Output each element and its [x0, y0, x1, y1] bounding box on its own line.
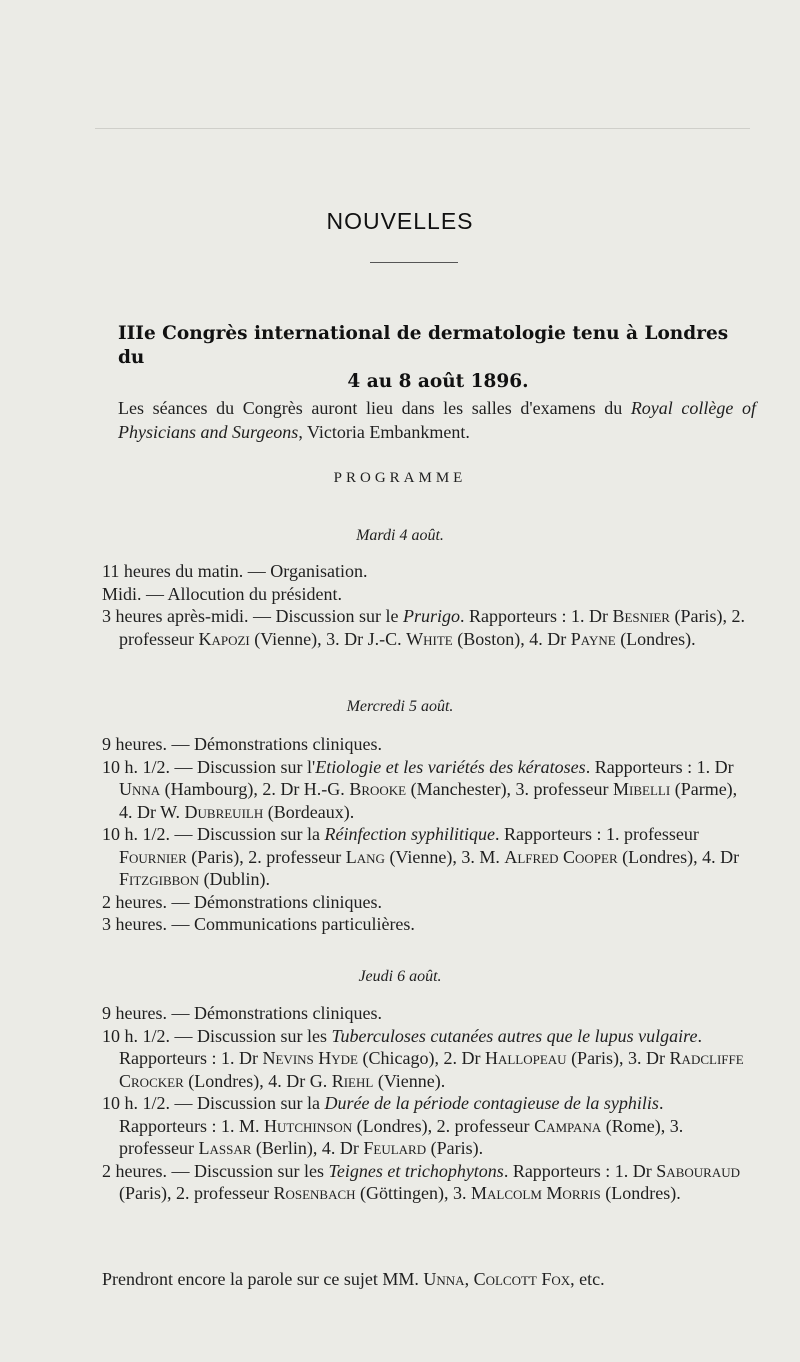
text-run: Prendront encore la parole sur ce sujet MM. [102, 1269, 424, 1289]
text-run: 3 heures après-midi. — Discussion sur le [102, 606, 403, 626]
text-run: (Berlin), 4. Dr [251, 1138, 364, 1158]
day-label-1: Mardi 4 août. [356, 527, 444, 544]
text-run: Brooke [349, 779, 407, 799]
text-run: Unna [119, 779, 161, 799]
programme-item [102, 823, 752, 891]
text-run: White [406, 628, 453, 649]
text-run: 10 h. 1/2. — Discussion sur la [102, 1093, 325, 1113]
text-run: (Vienne). [373, 1070, 446, 1091]
text-run: 9 heures. — Démonstrations cliniques. [102, 1003, 382, 1023]
text-run: (Chicago), 2. Dr [357, 1048, 485, 1068]
day-3-items [102, 1002, 752, 1205]
text-run: . Rapporteurs : 1. Dr [503, 1160, 657, 1181]
text-run: Prurigo [402, 606, 460, 626]
programme-item [102, 733, 752, 756]
text-run: (Londres). [615, 628, 696, 649]
text-run: . Rapporteurs : 1. M. [119, 1093, 664, 1136]
programme-item [102, 913, 752, 936]
intro-text: Les séances du Congrès auront lieu dans les salles d'examens du [118, 398, 631, 418]
text-run: Lassar [198, 1138, 252, 1158]
text-run: (Paris). [426, 1138, 484, 1158]
text-run: (Londres), 4. Dr G. [183, 1070, 332, 1091]
text-run: Fitzgibbon [119, 869, 200, 889]
day-2-items [102, 733, 752, 936]
heading-line-2: 4 au 8 août 1896. [347, 371, 529, 392]
text-run: Radcliffe Crocker [119, 1048, 744, 1091]
intro-paragraph [118, 396, 756, 444]
text-run: Campana [534, 1115, 602, 1136]
programme-title: PROGRAMME [333, 470, 467, 486]
text-run: (Bordeaux). [263, 801, 355, 822]
text-run: (Londres), 4. Dr [617, 846, 740, 867]
closing-paragraph [102, 1269, 752, 1290]
text-run: Teignes et trichophytons [328, 1160, 504, 1181]
day-label-2: Mercredi 5 août. [346, 698, 454, 715]
text-run: (Vienne), 3. Dr J.-C. [249, 628, 407, 649]
text-run: Payne [570, 628, 616, 649]
text-run: (Boston), 4. Dr [452, 628, 571, 649]
text-run: Hutchinson [263, 1115, 353, 1136]
text-run: 10 h. 1/2. — Discussion sur les [102, 1025, 332, 1046]
text-run: 9 heures. — Démonstrations cliniques. [102, 734, 382, 754]
text-run: Nevins Hyde [262, 1048, 358, 1068]
text-run: (Göttingen), 3. [355, 1183, 472, 1203]
text-run: (Paris), 2. professeur [119, 1183, 274, 1203]
day-1-items [102, 560, 752, 650]
heading-line-1: IIIe Congrès international de dermatologie tenu à Londres du [118, 323, 729, 368]
text-run: . Rapporteurs : 1. professeur [494, 824, 699, 844]
intro-text-end: , Victoria Embankment. [298, 422, 470, 442]
text-run: 2 heures. — Discussion sur les [102, 1160, 329, 1181]
text-run: 10 h. 1/2. — Discussion sur l' [102, 756, 316, 777]
intro-venue: Royal collège of Physicians and Surgeons [118, 398, 756, 442]
text-run: Mibelli [613, 779, 671, 799]
show-through-rule [95, 128, 750, 129]
text-run: (Dublin). [199, 869, 271, 889]
text-run: . Rapporteurs : 1. Dr [119, 1025, 702, 1068]
programme-item [102, 1002, 752, 1025]
text-run: (Hambourg), 2. Dr H.-G. [160, 779, 350, 799]
text-run: (Londres), 2. professeur [352, 1115, 535, 1136]
text-run: . Rapporteurs : 1. Dr [459, 606, 613, 626]
text-run: Dubreuilh [184, 801, 264, 822]
text-run: Rosenbach [273, 1183, 356, 1203]
text-run: Durée de la période contagieuse de la syphilis [324, 1093, 659, 1113]
text-run: (Paris), 2. professeur [119, 606, 745, 649]
programme-item [102, 583, 752, 606]
programme-item [102, 560, 752, 583]
text-run: Etiologie et les variétés des kératoses [315, 756, 586, 777]
text-run: Fournier [119, 846, 187, 867]
text-run: (Paris), 2. professeur [186, 846, 346, 867]
programme-item [102, 1160, 752, 1205]
text-run: Tuberculoses cutanées autres que le lupus vulgaire [331, 1025, 698, 1046]
title-divider [370, 262, 458, 263]
text-run: Hallopeau [484, 1048, 567, 1068]
article-heading [118, 322, 758, 394]
text-run: Alfred Cooper [504, 846, 618, 867]
text-run: Colcott Fox [473, 1269, 571, 1289]
text-run: , etc. [570, 1269, 605, 1289]
text-run: Unna [423, 1269, 465, 1289]
text-run: Riehl [331, 1070, 374, 1091]
text-run: Malcolm Morris [471, 1183, 601, 1203]
programme-item [102, 605, 752, 650]
text-run: 10 h. 1/2. — Discussion sur la [102, 824, 325, 844]
text-run: . Rapporteurs : 1. Dr [585, 756, 734, 777]
text-run: Réinfection syphilitique [324, 824, 495, 844]
text-run: (Londres). [600, 1183, 681, 1203]
text-run: Sabouraud [656, 1160, 740, 1181]
text-run: (Paris), 3. Dr [566, 1048, 670, 1068]
page-title: NOUVELLES [326, 208, 474, 234]
text-run: (Parme), 4. Dr W. [119, 779, 738, 822]
programme-item [102, 1092, 752, 1160]
text-run: , [464, 1269, 474, 1289]
text-run: Lang [345, 846, 385, 867]
day-label-3: Jeudi 6 août. [358, 968, 442, 985]
text-run: 3 heures. — Communications particulières. [102, 914, 415, 934]
text-run: Feulard [363, 1138, 427, 1158]
text-run: 11 heures du matin. — Organisation. [102, 561, 368, 581]
text-run: 2 heures. — Démonstrations cliniques. [102, 891, 382, 912]
programme-item [102, 891, 752, 914]
text-run: (Vienne), 3. M. [384, 846, 505, 867]
text-run: Kapozi [198, 628, 250, 649]
text-run: Besnier [612, 606, 670, 626]
text-run: (Manchester), 3. professeur [406, 779, 614, 799]
programme-item [102, 756, 752, 824]
programme-item [102, 1025, 752, 1093]
text-run: Midi. — Allocution du président. [102, 583, 342, 604]
text-run: (Rome), 3. professeur [119, 1115, 684, 1158]
